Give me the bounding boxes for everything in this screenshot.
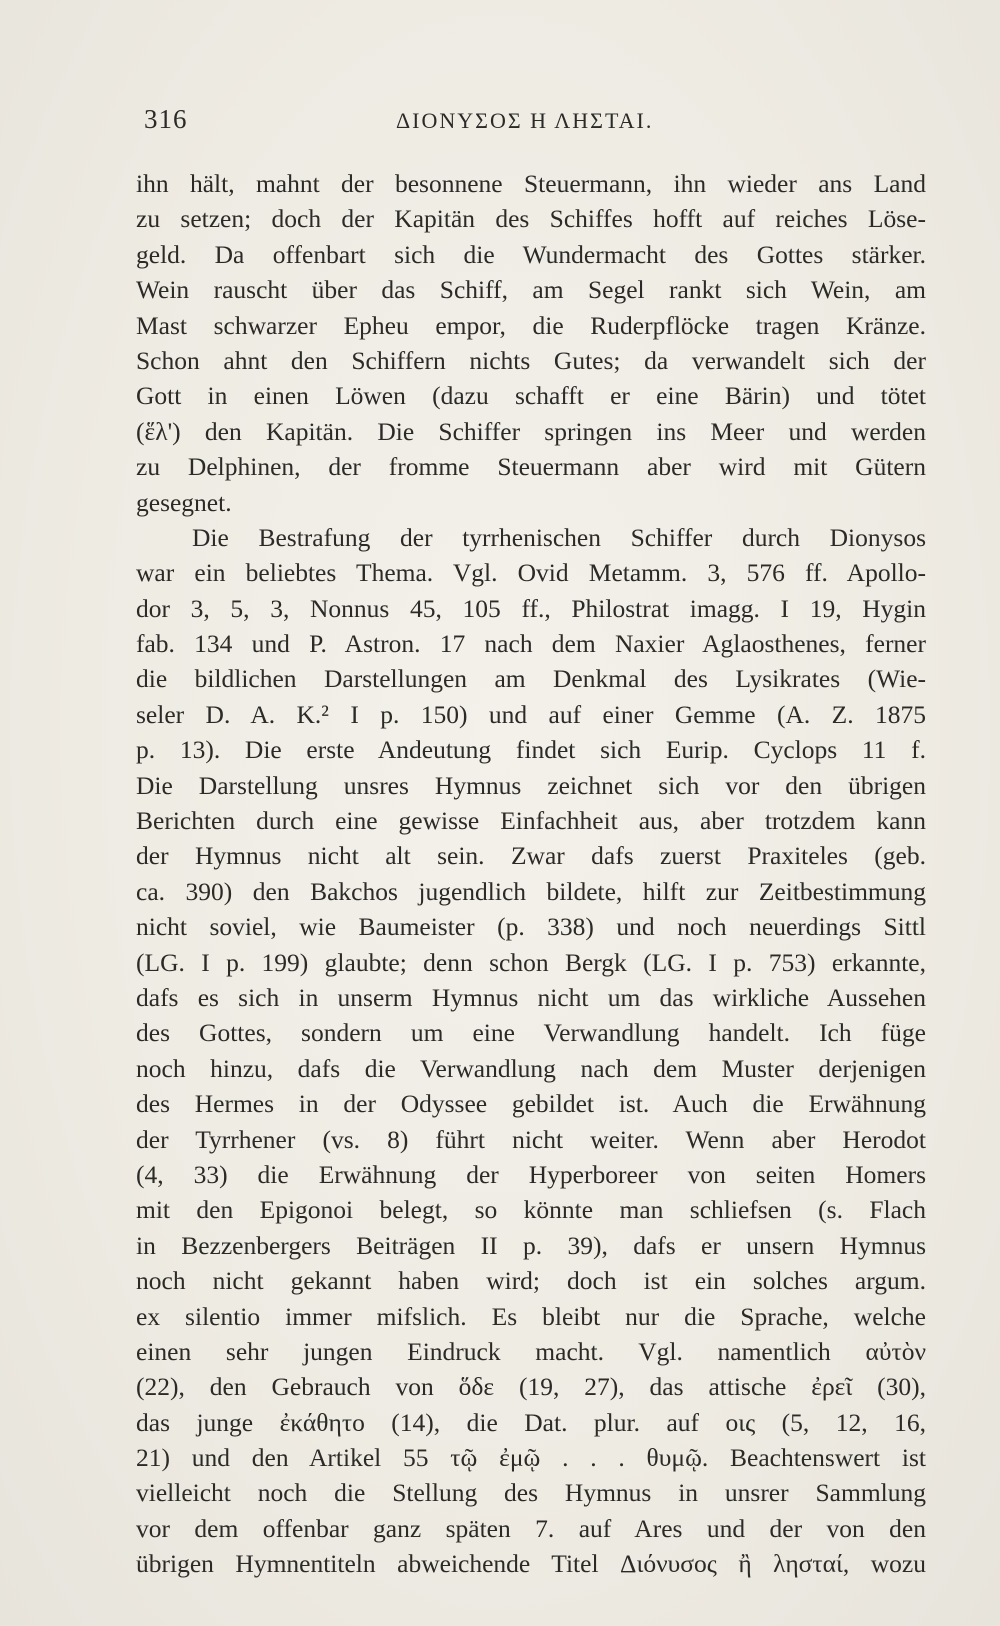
text-line: seler D. A. K.² I p. 150) und auf einer Gemme (A. Z. 1875 bbox=[136, 699, 926, 729]
text-line: ihn hält, mahnt der besonnene Steuermann, ihn wieder ans Land bbox=[136, 169, 926, 198]
text-line: Schon ahnt den Schiffern nichts Gutes; da verwandelt sich der bbox=[136, 345, 926, 375]
text-line: dor 3, 5, 3, Nonnus 45, 105 ff., Philostrat imagg. I 19, Hygin bbox=[136, 593, 926, 623]
text-line: des Gottes, sondern um eine Verwandlung handelt. Ich füge bbox=[136, 1018, 926, 1048]
text-line: der Tyrrhener (vs. 8) führt nicht weiter. Wenn aber Herodot bbox=[136, 1124, 926, 1154]
text-line: dafs es sich in unserm Hymnus nicht um das wirkliche Aussehen bbox=[136, 982, 926, 1012]
text-line: die bildlichen Darstellungen am Denkmal des Lysikrates (Wie- bbox=[136, 664, 926, 694]
text-line: ca. 390) den Bakchos jugendlich bildete, hilft zur Zeitbestimmung bbox=[136, 876, 926, 906]
text-line: Berichten durch eine gewisse Einfachheit aus, aber trotzdem kann bbox=[136, 806, 926, 836]
text-line: Wein rauscht über das Schiff, am Segel rankt sich Wein, am bbox=[136, 275, 926, 305]
text-line: Die Bestrafung der tyrrhenischen Schiffer durch Dionysos bbox=[192, 522, 926, 552]
text-line: vielleicht noch die Stellung des Hymnus in unsrer Sammlung bbox=[136, 1478, 926, 1508]
text-line: (22), den Gebrauch von ὅδε (19, 27), das attische ἐρεῖ (30), bbox=[136, 1372, 926, 1402]
text-line: zu setzen; doch der Kapitän des Schiffes hofft auf reiches Löse- bbox=[136, 204, 926, 234]
running-title: ΔΙΟΝΥΣΟΣ Η ΛΗΣΤΑΙ. bbox=[396, 108, 654, 133]
text-line: Mast schwarzer Epheu empor, die Ruderpflöcke tragen Kränze. bbox=[136, 310, 926, 340]
text-line: das junge ἐκάθητο (14), die Dat. plur. auf οις (5, 12, 16, bbox=[136, 1407, 926, 1437]
page-header bbox=[138, 98, 898, 138]
text-line: (ἕλ') den Kapitän. Die Schiffer springen ins Meer und werden bbox=[136, 416, 926, 446]
text-line: der Hymnus nicht alt sein. Zwar dafs zuerst Praxiteles (geb. bbox=[136, 841, 926, 871]
text-line: ex silentio immer mifslich. Es bleibt nur die Sprache, welche bbox=[136, 1301, 926, 1331]
text-line: des Hermes in der Odyssee gebildet ist. Auch die Erwähnung bbox=[136, 1089, 926, 1119]
text-line: mit den Epigonoi belegt, so könnte man schliefsen (s. Flach bbox=[136, 1195, 926, 1225]
text-line: einen sehr jungen Eindruck macht. Vgl. namentlich αὐτὸν bbox=[136, 1336, 926, 1366]
body-text bbox=[136, 166, 926, 1582]
text-line: Gott in einen Löwen (dazu schafft er eine Bärin) und tötet bbox=[136, 381, 926, 411]
text-line: gesegnet. bbox=[136, 487, 232, 517]
text-line: p. 13). Die erste Andeutung findet sich Eurip. Cyclops 11 f. bbox=[136, 735, 926, 765]
text-line: in Bezzenbergers Beiträgen II p. 39), dafs er unsern Hymnus bbox=[136, 1230, 926, 1260]
text-line: (LG. I p. 199) glaubte; denn schon Bergk (LG. I p. 753) erkannte, bbox=[136, 947, 926, 977]
text-line: (4, 33) die Erwähnung der Hyperboreer von seiten Homers bbox=[136, 1159, 926, 1189]
text-line: 21) und den Artikel 55 τῷ ἐμῷ . . . θυμῷ. Beachtenswert ist bbox=[136, 1443, 926, 1473]
text-line: übrigen Hymnentiteln abweichende Titel Διόνυσος ἢ λησταί, wozu bbox=[136, 1549, 926, 1579]
text-line: war ein beliebtes Thema. Vgl. Ovid Metamm. 3, 576 ff. Apollo- bbox=[136, 558, 926, 588]
text-line: geld. Da offenbart sich die Wundermacht des Gottes stärker. bbox=[136, 239, 926, 269]
page-number: 316 bbox=[144, 104, 188, 134]
text-line: nicht soviel, wie Baumeister (p. 338) und noch neuerdings Sittl bbox=[136, 912, 926, 942]
text-line: noch nicht gekannt haben wird; doch ist ein solches argum. bbox=[136, 1266, 926, 1296]
text-line: Die Darstellung unsres Hymnus zeichnet sich vor den übrigen bbox=[136, 770, 926, 800]
text-line: fab. 134 und P. Astron. 17 nach dem Naxier Aglaosthenes, ferner bbox=[136, 629, 926, 659]
text-line: zu Delphinen, der fromme Steuermann aber wird mit Gütern bbox=[136, 452, 926, 482]
text-line: vor dem offenbar ganz späten 7. auf Ares und der von den bbox=[136, 1513, 926, 1543]
text-line: noch hinzu, dafs die Verwandlung nach dem Muster derjenigen bbox=[136, 1053, 926, 1083]
